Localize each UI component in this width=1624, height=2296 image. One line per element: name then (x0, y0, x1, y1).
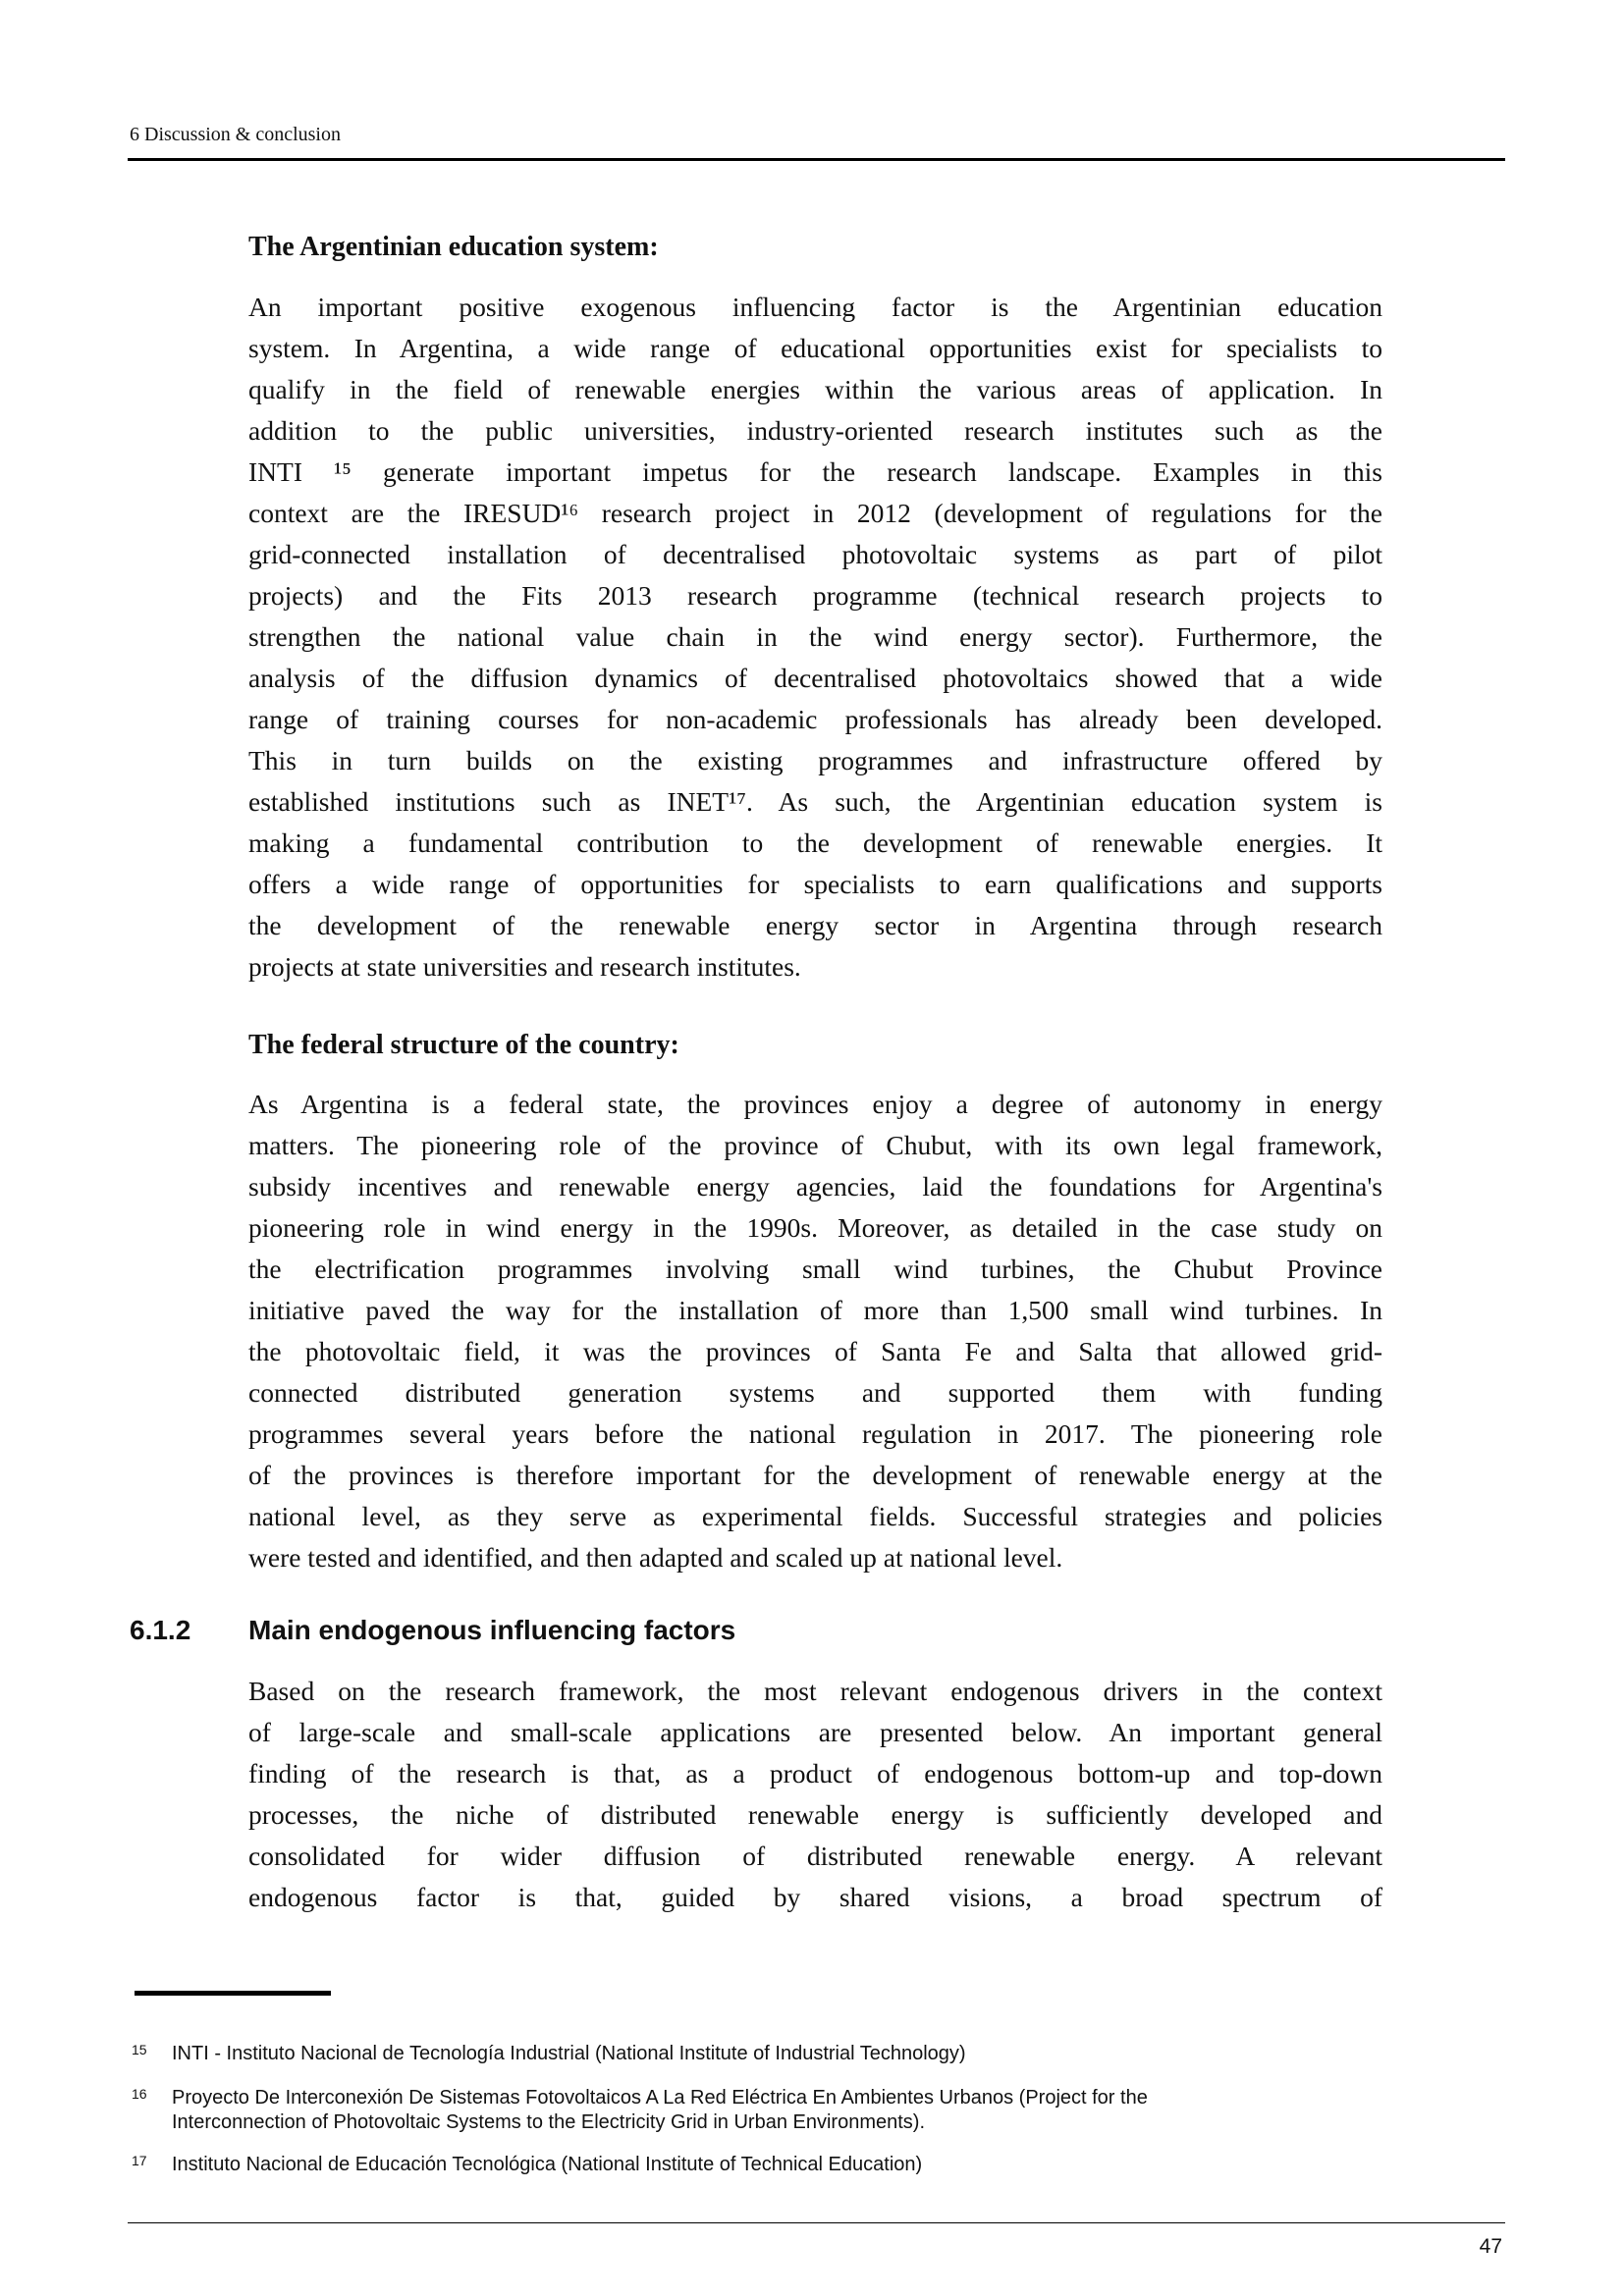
text-line: were tested and identified, and then adapted and scaled up at national level. (248, 1542, 1063, 1573)
running-head: 6 Discussion & conclusion (130, 124, 341, 145)
subsection-number: 6.1.2 (130, 1615, 191, 1645)
text-line: range of training courses for non-academic professionals has already been developed. (248, 704, 1382, 734)
footnote-text: Proyecto De Interconexión De Sistemas Fotovoltaicos A La Red Eléctrica En Ambientes Urbanos (Project for the (172, 2087, 1148, 2109)
text-line: the electrification programmes involving small wind turbines, the Chubut Province (248, 1254, 1382, 1284)
text-line: Based on the research framework, the most relevant endogenous drivers in the context (248, 1676, 1382, 1706)
footnote-separator (135, 1991, 331, 1996)
footnote-text: INTI - Instituto Nacional de Tecnología Industrial (National Institute of Industrial Technology) (172, 2043, 966, 2064)
text-line: pioneering role in wind energy in the 1990s. Moreover, as detailed in the case study on (248, 1212, 1382, 1243)
text-line: qualify in the field of renewable energies within the various areas of application. In (248, 374, 1382, 404)
footer-rule (128, 2222, 1505, 2223)
text-line: analysis of the diffusion dynamics of decentralised photovoltaics showed that a wide (248, 663, 1382, 693)
text-line: addition to the public universities, industry-oriented research institutes such as the (248, 415, 1382, 446)
text-line: As Argentina is a federal state, the provinces enjoy a degree of autonomy in energy (248, 1089, 1382, 1119)
paragraph-federal (248, 1084, 1382, 1578)
header-rule (128, 158, 1505, 161)
text-line: This in turn builds on the existing programmes and infrastructure offered by (248, 745, 1382, 775)
text-line: national level, as they serve as experimental fields. Successful strategies and policies (248, 1501, 1382, 1531)
text-line: An important positive exogenous influencing factor is the Argentinian education (248, 292, 1382, 322)
footnote-number: 16 (132, 2086, 147, 2102)
text-line: INTI ¹⁵ generate important impetus for the research landscape. Examples in this (248, 456, 1382, 487)
text-line: projects at state universities and research institutes. (248, 951, 801, 982)
paragraph-education (248, 287, 1382, 988)
footnote-15 (132, 2042, 1408, 2066)
text-line: subsidy incentives and renewable energy agencies, laid the foundations for Argentina's (248, 1171, 1382, 1201)
text-line: connected distributed generation systems and supported them with funding (248, 1377, 1382, 1408)
text-line: grid-connected installation of decentralised photovoltaic systems as part of pilot (248, 539, 1382, 569)
footnote-17 (132, 2153, 1408, 2177)
text-line: initiative paved the way for the installation of more than 1,500 small wind turbines. In (248, 1295, 1382, 1325)
section-heading-federal: The federal structure of the country: (248, 1030, 679, 1060)
text-line: consolidated for wider diffusion of distributed renewable energy. A relevant (248, 1841, 1382, 1871)
text-line: matters. The pioneering role of the province of Chubut, with its own legal framework, (248, 1130, 1382, 1160)
text-line: of large-scale and small-scale applications are presented below. An important general (248, 1717, 1382, 1747)
text-line: programmes several years before the national regulation in 2017. The pioneering role (248, 1418, 1382, 1449)
text-line: finding of the research is that, as a product of endogenous bottom-up and top-down (248, 1758, 1382, 1789)
text-line: established institutions such as INET¹⁷. As such, the Argentinian education system is (248, 786, 1382, 817)
text-line: offers a wide range of opportunities for specialists to earn qualifications and supports (248, 869, 1382, 899)
page-number: 47 (1479, 2235, 1502, 2258)
footnote-16 (132, 2086, 1408, 2135)
text-line: the photovoltaic field, it was the provinces of Santa Fe and Salta that allowed grid- (248, 1336, 1382, 1366)
text-line: projects) and the Fits 2013 research programme (technical research projects to (248, 580, 1382, 611)
text-line: processes, the niche of distributed renewable energy is sufficiently developed and (248, 1799, 1382, 1830)
footnote-number: 17 (132, 2153, 147, 2168)
subsection-title: Main endogenous influencing factors (248, 1615, 736, 1645)
text-line: system. In Argentina, a wide range of educational opportunities exist for specialists to (248, 333, 1382, 363)
footnote-text: Instituto Nacional de Educación Tecnológica (National Institute of Technical Education) (172, 2154, 923, 2175)
text-line: making a fundamental contribution to the development of renewable energies. It (248, 828, 1382, 858)
footnote-number: 15 (132, 2042, 147, 2057)
footnote-text: Interconnection of Photovoltaic Systems to the Electricity Grid in Urban Environments). (172, 2111, 926, 2133)
text-line: of the provinces is therefore important for the development of renewable energy at the (248, 1460, 1382, 1490)
text-line: context are the IRESUD¹⁶ research project in 2012 (development of regulations for the (248, 498, 1382, 528)
text-line: the development of the renewable energy sector in Argentina through research (248, 910, 1382, 940)
text-line: endogenous factor is that, guided by shared visions, a broad spectrum of (248, 1882, 1382, 1912)
text-line: strengthen the national value chain in the wind energy sector). Furthermore, the (248, 621, 1382, 652)
section-heading-education: The Argentinian education system: (248, 232, 659, 262)
paragraph-endogenous (248, 1671, 1382, 1918)
